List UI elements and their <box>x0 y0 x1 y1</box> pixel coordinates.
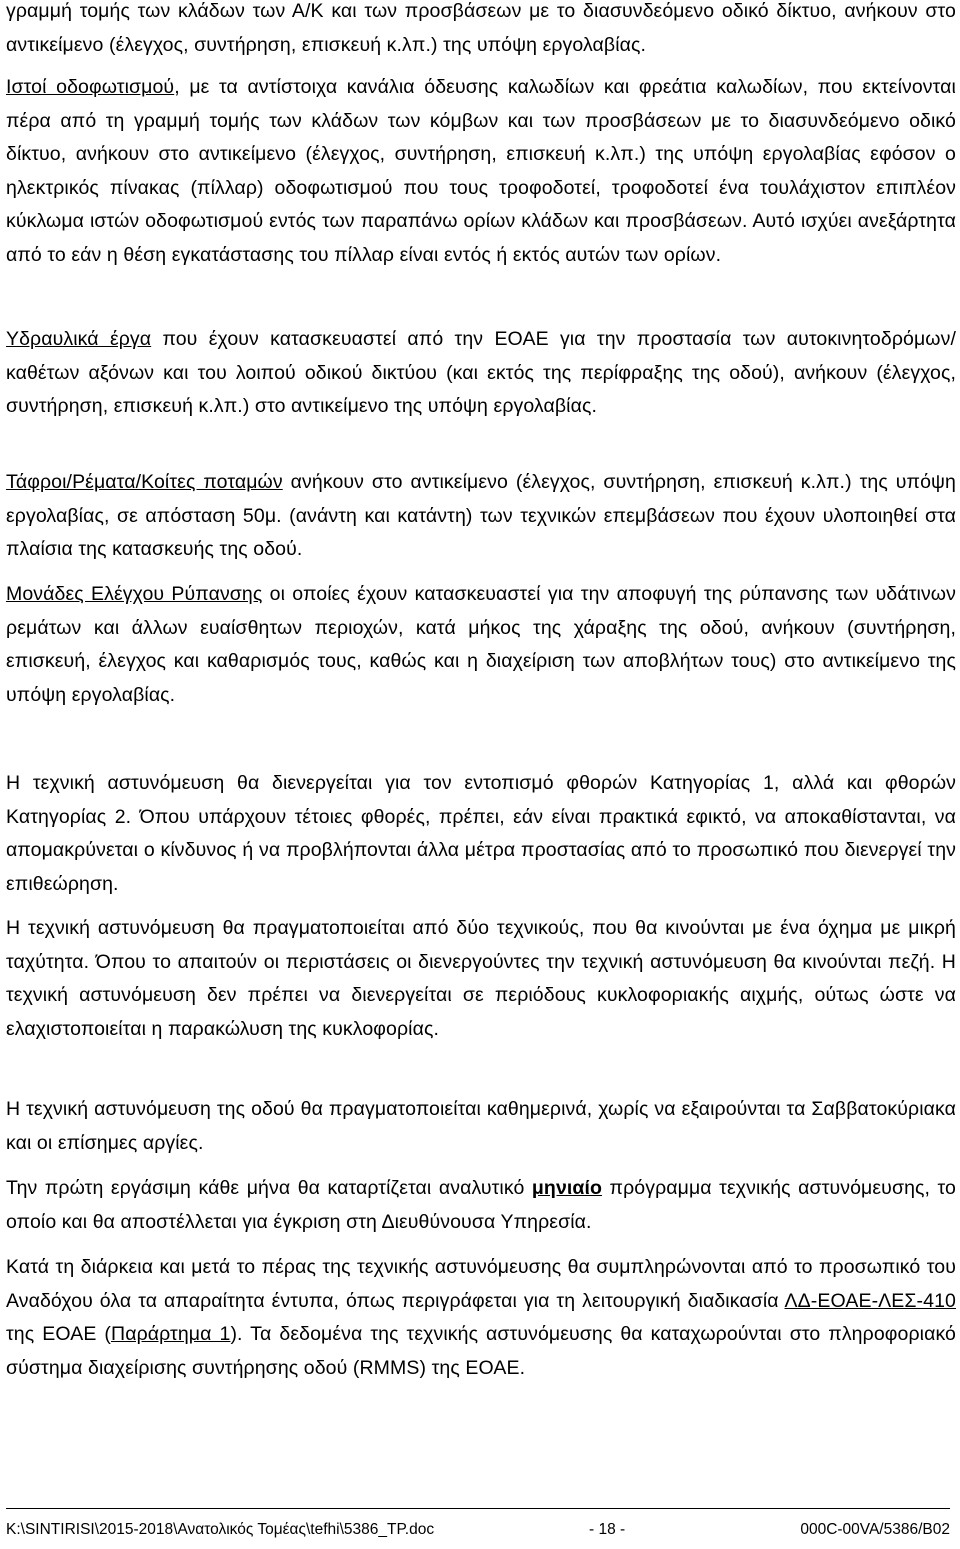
paragraph-technical-policing-categories: Η τεχνική αστυνόμευση θα διενεργείται για τον εντοπισμό φθορών Κατηγορίας 1, αλλά και φθορών Κατηγορίας 2. Όπου υπάρχουν τέτοιες φθορές, πρέπει, εάν είναι πρακτικά εφικτό, να αποκαθίστανται, να απομακρύνεται ο κίνδυνος ή να προβλήπονται άλλα μέτρα προστασίας από το προσωπικό που διενεργεί την επιθεώρηση. <box>6 772 956 895</box>
page-footer <box>6 1508 950 1549</box>
text: Την πρώτη εργάσιμη κάθε μήνα θα καταρτίζεται αναλυτικό <box>6 1177 532 1199</box>
footer-file-path: K:\SINTIRISI\2015-2018\Ανατολικός Τομέας\tefhi\5386_TP.doc <box>6 1521 435 1538</box>
procedure-reference: ΛΔ-ΕΟΑΕ-ΛΕΣ-410 <box>784 1289 956 1312</box>
text: , με τα αντίστοιχα κανάλια όδευσης καλωδίων και φρεάτια καλωδίων, που εκτείνονται πέρα από τη γραμμή τομής των κλάδων των κόμβων και των προσβάσεων με το διασυνδεόμενο οδικό δίκτυο, ανήκουν στο αντικείμενο (έλεγχος, συντήρηση, επισκευή κ.λπ.) της υπόψη εργολαβίας εφόσον ο ηλεκτρικός πίνακας (πίλλαρ) οδοφωτισμού που τους τροφοδοτεί, τροφοδοτεί ένα τουλάχιστον επιπλέον κύκλωμα ιστών οδοφωτισμού εντός των παραπάνω ορίων κλάδων και προσβάσεων. Αυτό ισχύει ανεξάρτητα από το εάν η θέση εγκατάστασης του πίλλαρ είναι εντός ή εκτός αυτών των ορίων. <box>6 76 956 266</box>
text: πρόγραμμα τεχνικής αστυνόμευσης, το οποίο και θα αποστέλλεται για έγκριση στη Διευθύνουσα Υπηρεσία. <box>6 1177 957 1233</box>
paragraph-street-lighting <box>6 71 956 273</box>
term-street-lighting: Ιστοί οδοφωτισμού <box>6 76 175 98</box>
paragraph-forms <box>6 1251 956 1385</box>
term-ditches: Τάφροι/Ρέματα/Κοίτες ποταμών <box>6 471 283 493</box>
paragraph-technical-policing-staff: Η τεχνική αστυνόμευση θα πραγματοποιείται από δύο τεχνικούς, που θα κινούνται με ένα όχημα με μικρή ταχύτητα. Όπου το απαιτούν οι περιστάσεις οι διενεργούντες την τεχνική αστυνόμευση θα κινούνται πεζή. Η τεχνική αστυνόμευση δεν πρέπει να διενεργείται σε περιόδους κυκλοφοριακής αιχμής, ούτως ώστε να ελαχιστοποιείται η παρακώλυση της κυκλοφορίας. <box>6 917 956 1040</box>
text: που έχουν κατασκευαστεί από την ΕΟΑΕ για την προστασία των αυτοκινητοδρόμων/καθέτων αξόνων και του λοιπού οδικού δικτύου (και εκτός της περίφραξης της οδού), ανήκουν (έλεγχος, συντήρηση, επισκευή κ.λπ.) στο αντικείμενο της υπόψη εργολαβίας. <box>6 328 956 418</box>
footer-document-code: 000C-00VA/5386/B02 <box>800 1521 950 1538</box>
term-hydraulic-works: Υδραυλικά έργα <box>6 328 152 350</box>
text: ανήκουν στο αντικείμενο (έλεγχος, συντήρηση, επισκευή κ.λπ.) της υπόψη εργολαβίας, σε απόσταση 50μ. (ανάντη και κατάντη) των τεχνικών επεμβάσεων που έχουν υλοποιηθεί στα πλαίσια της κατασκευής της οδού. <box>6 471 956 561</box>
paragraph-pollution-control <box>6 578 956 712</box>
paragraph-hydraulic-works <box>6 323 956 424</box>
paragraph-technical-policing-daily: Η τεχνική αστυνόμευση της οδού θα πραγματοποιείται καθημερινά, χωρίς να εξαιρούνται τα Σαββατοκύριακα και οι επίσημες αργίες. <box>6 1098 956 1154</box>
appendix-reference: Παράρτημα 1 <box>111 1323 231 1346</box>
text: Κατά τη διάρκεια και μετά το πέρας της τεχνικής αστυνόμευσης θα συμπληρώνονται από το προσωπικό του Αναδόχου όλα τα απαραίτητα έντυπα, όπως περιγράφεται για τη λειτουργική διαδικασία <box>6 1256 956 1312</box>
term-monthly: μηνιαίο <box>531 1177 603 1199</box>
text: ). Τα δεδομένα της τεχνικής αστυνόμευσης θα καταχωρούνται στο πληροφοριακό σύστημα διαχείρισης συντήρησης οδού (RMMS) της ΕΟΑΕ. <box>6 1323 957 1379</box>
paragraph-monthly-program <box>6 1172 956 1239</box>
paragraph-ditches <box>6 466 956 567</box>
text: της ΕΟΑΕ ( <box>6 1323 112 1346</box>
text: οι οποίες έχουν κατασκευαστεί για την αποφυγή της ρύπανσης των υδάτινων ρεμάτων και άλλων ευαίσθητων περιοχών, κατά μήκος της χάραξης της οδού, ανήκουν (συντήρηση, επισκευή, έλεγχος και καθαρισμός τους, καθώς και η διαχείριση των αποβλήτων τους) στο αντικείμενο της υπόψη εργολαβίας. <box>6 583 956 706</box>
footer-page-number: - 18 - <box>589 1521 626 1538</box>
term-pollution-control: Μονάδες Ελέγχου Ρύπανσης <box>6 583 263 605</box>
paragraph-continuation: γραμμή τομής των κλάδων των Α/Κ και των προσβάσεων με το διασυνδεόμενο οδικό δίκτυο, ανήκουν στο αντικείμενο (έλεγχος, συντήρηση, επισκευή κ.λπ.) της υπόψη εργολαβίας. <box>6 0 956 56</box>
